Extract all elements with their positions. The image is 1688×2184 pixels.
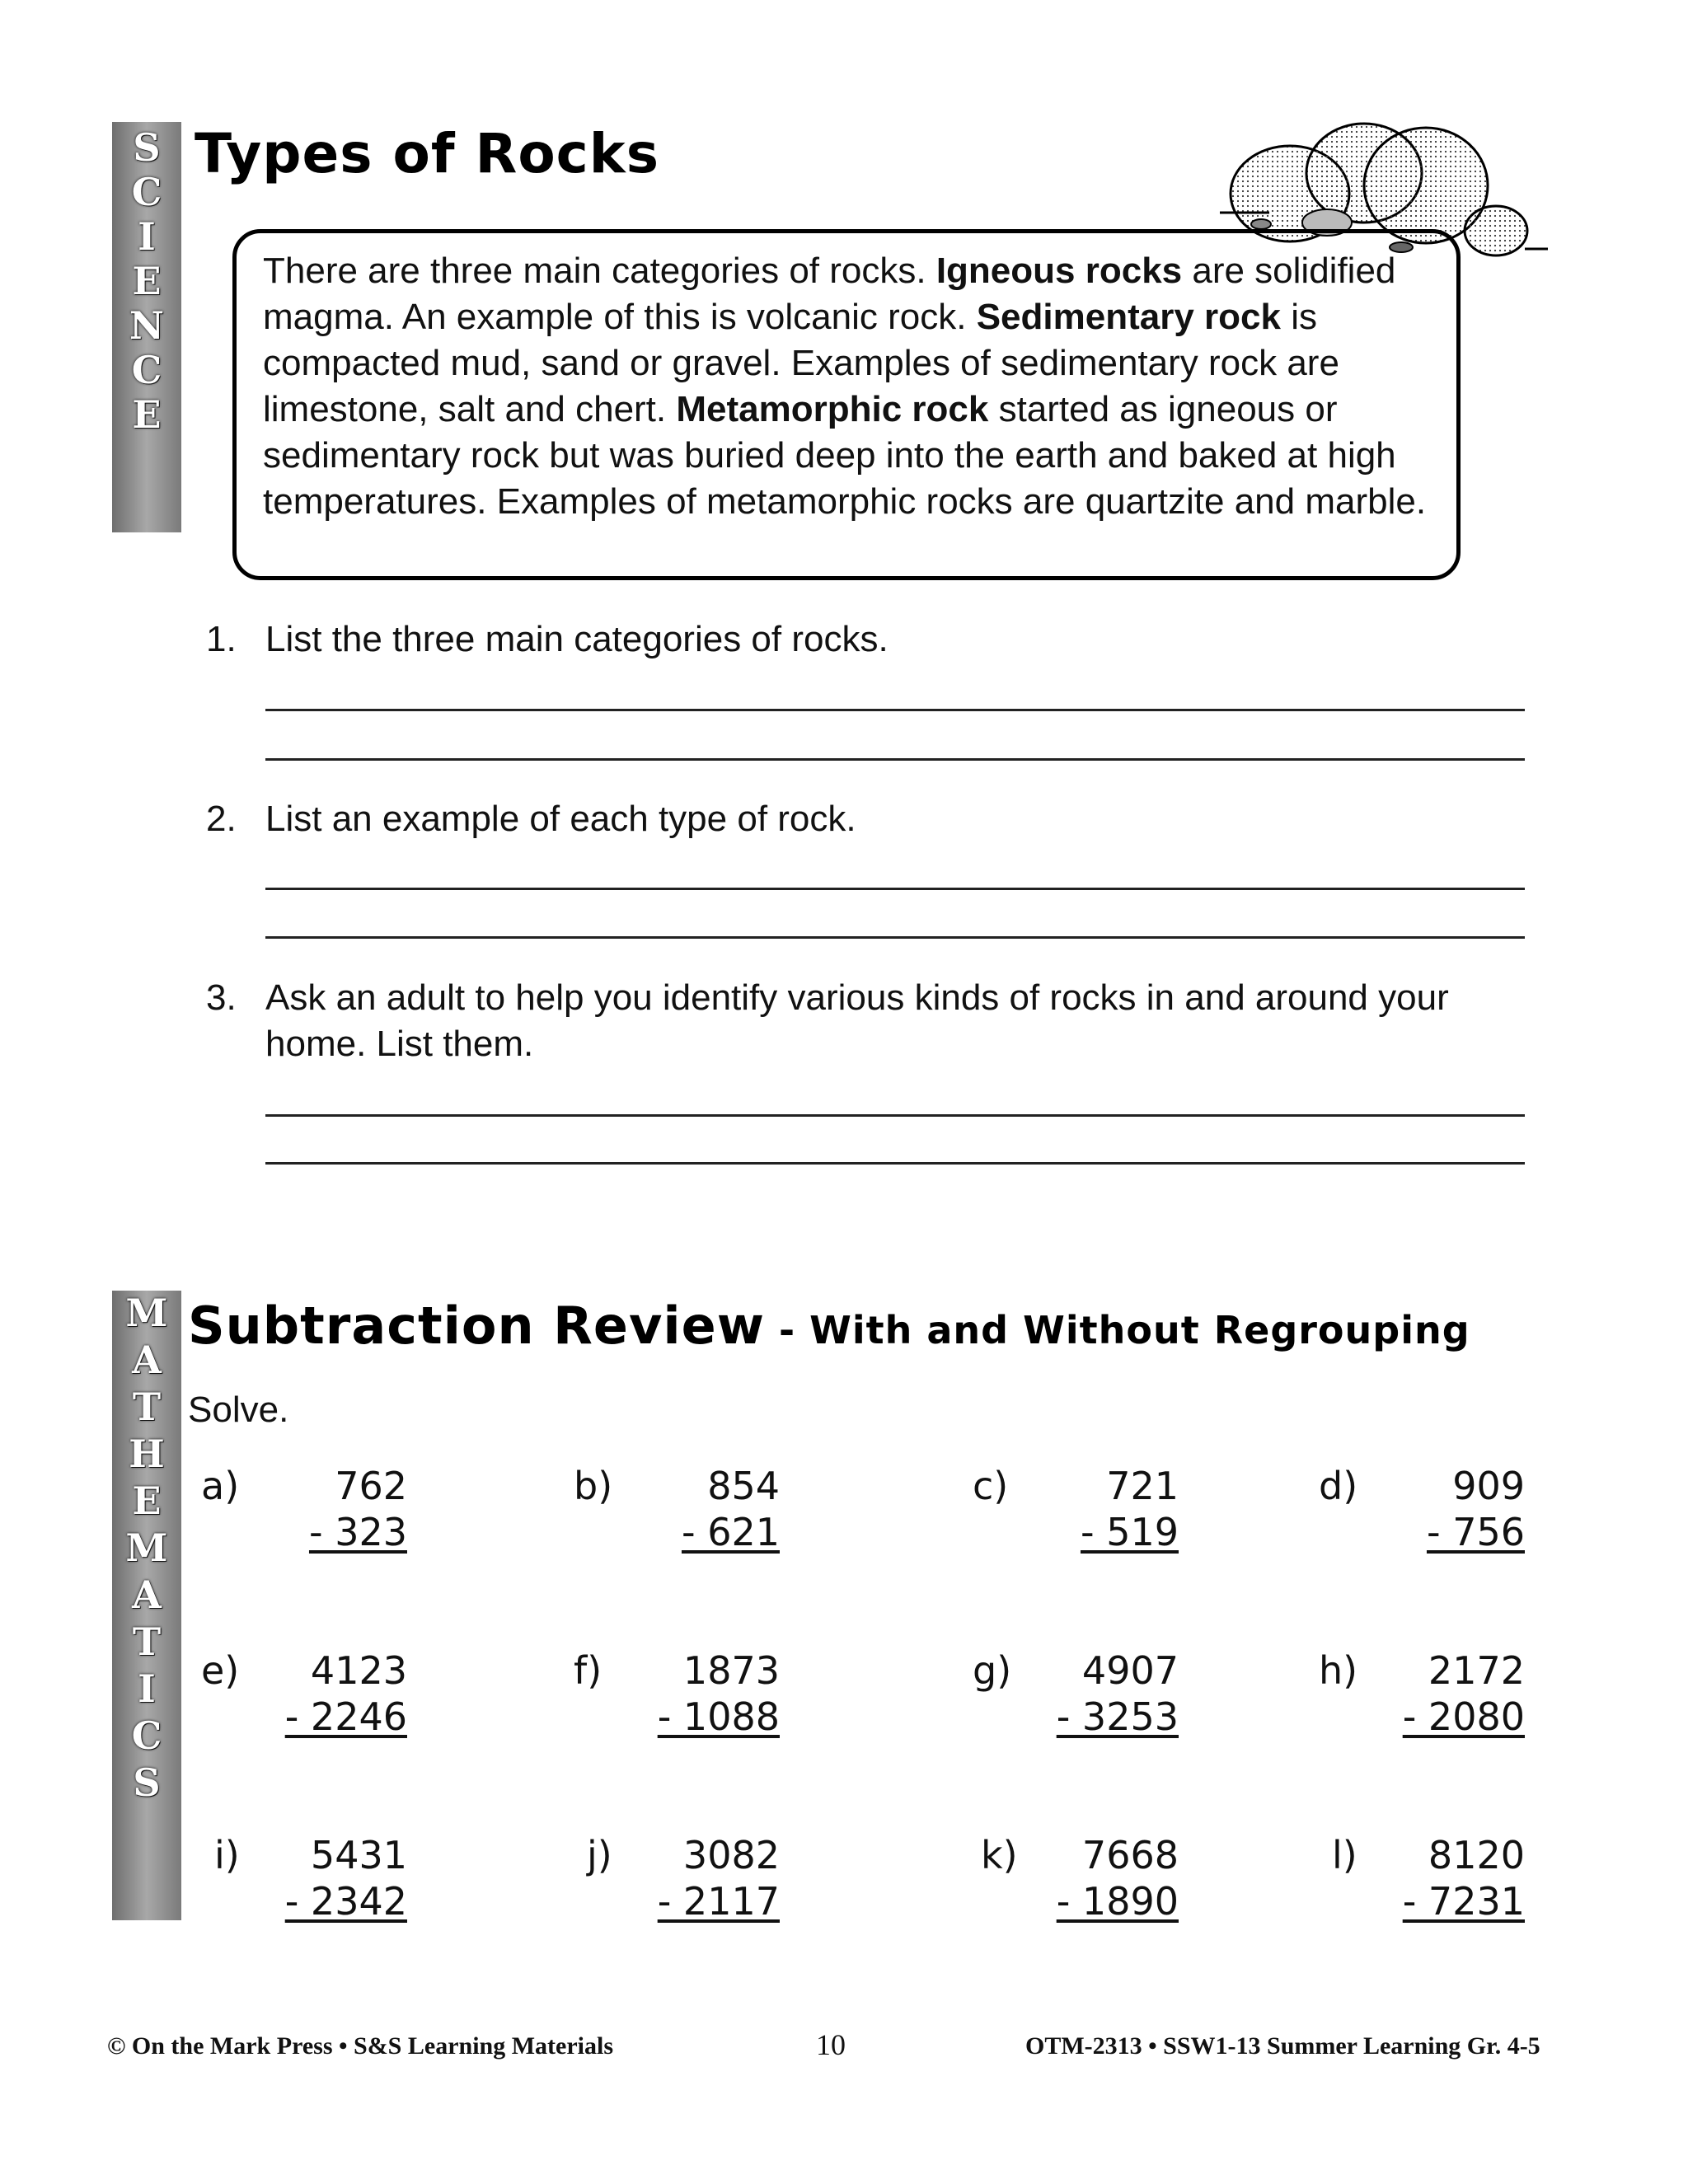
minuend: 4907 (1081, 1648, 1179, 1693)
subtrahend: - 621 (681, 1510, 780, 1554)
science-tab-letter: S (133, 125, 161, 170)
question-3 (206, 975, 1525, 1067)
minuend: 5431 (310, 1833, 407, 1877)
minuend: 3082 (682, 1833, 780, 1877)
math-tab-letter: E (132, 1479, 162, 1523)
question-number: 3. (206, 977, 237, 1018)
problem-i (214, 1833, 407, 1932)
problem-k (981, 1833, 1179, 1932)
math-tab-letter: A (132, 1338, 162, 1382)
math-tab-letter: T (132, 1619, 162, 1664)
info-text-segment: There are three main categories of rocks. (263, 251, 936, 291)
footer-publisher: © On the Mark Press • S&S Learning Materials (107, 2032, 613, 2060)
problem-a (201, 1464, 407, 1563)
problem-label: d) (1319, 1464, 1358, 1508)
problem-label: k) (981, 1833, 1018, 1877)
math-tab-letter: I (138, 1666, 156, 1711)
answer-line[interactable] (265, 1114, 1525, 1117)
answer-line[interactable] (265, 888, 1525, 890)
subtrahend: - 7231 (1402, 1879, 1525, 1924)
problem-label: g) (973, 1648, 1012, 1693)
mathematics-side-tab (112, 1291, 181, 1920)
math-tab-letter: C (131, 1713, 162, 1758)
minuend: 909 (1452, 1464, 1525, 1508)
question-number: 2. (206, 799, 237, 839)
problem-label: j) (587, 1833, 612, 1877)
info-text-segment: is compacted mud, sand or gravel. Examples of sedimentary rock are limestone, salt and chert. (263, 297, 1339, 429)
subtrahend: - 519 (1080, 1510, 1179, 1554)
subtraction-title-main: Subtraction Review (188, 1296, 765, 1356)
problem-label: a) (201, 1464, 240, 1508)
subtraction-title-sub: - With and Without Regrouping (764, 1308, 1470, 1352)
math-tab-letter: A (132, 1572, 162, 1617)
subtrahend: - 2080 (1402, 1694, 1525, 1739)
problem-label: h) (1319, 1648, 1358, 1693)
info-text-segment: started as igneous or sedimentary rock but was buried deep into the earth and baked at high temperatures. Examples of metamorphic rocks are quartzite and marble. (263, 389, 1427, 522)
science-tab-letter: I (138, 214, 156, 259)
problem-label: c) (973, 1464, 1009, 1508)
science-tab-letter: E (132, 259, 162, 303)
answer-line[interactable] (265, 936, 1525, 939)
math-tab-letter: S (133, 1760, 161, 1805)
problem-b (574, 1464, 780, 1563)
problem-l (1332, 1833, 1525, 1932)
problem-h (1319, 1648, 1525, 1747)
problem-g (973, 1648, 1179, 1747)
math-tab-letter: M (125, 1291, 168, 1335)
sedimentary-term: Sedimentary rock (976, 297, 1281, 337)
minuend: 762 (335, 1464, 407, 1508)
subtrahend: - 323 (308, 1510, 407, 1554)
math-tab-letter: H (129, 1432, 165, 1476)
question-number: 1. (206, 619, 237, 659)
problem-label: l) (1332, 1833, 1357, 1877)
science-tab-letter: E (132, 392, 162, 437)
minuend: 1873 (682, 1648, 780, 1693)
question-text: List an example of each type of rock. (265, 799, 856, 839)
subtrahend: - 3253 (1056, 1694, 1179, 1739)
science-tab-letter: N (129, 303, 165, 348)
math-tab-letter: M (125, 1526, 168, 1570)
answer-line[interactable] (265, 709, 1525, 711)
minuend: 854 (707, 1464, 780, 1508)
minuend: 8120 (1428, 1833, 1525, 1877)
question-text: Ask an adult to help you identify various kinds of rocks in and around your home. List them. (265, 977, 1449, 1064)
subtrahend: - 1088 (657, 1694, 780, 1739)
problem-label: i) (214, 1833, 240, 1877)
minuend: 7668 (1081, 1833, 1179, 1877)
question-1 (206, 616, 1525, 663)
question-2 (206, 796, 1525, 842)
solve-instruction: Solve. (188, 1390, 289, 1430)
science-tab-letter: C (131, 170, 162, 214)
problem-d (1319, 1464, 1525, 1563)
answer-line[interactable] (265, 1162, 1525, 1165)
question-text: List the three main categories of rocks. (265, 619, 889, 659)
problem-f (574, 1648, 780, 1747)
subtrahend: - 2117 (657, 1879, 780, 1924)
science-side-tab (112, 122, 181, 532)
minuend: 721 (1106, 1464, 1179, 1508)
igneous-term: Igneous rocks (935, 251, 1183, 291)
answer-line[interactable] (265, 758, 1525, 761)
rocks-section-title: Types of Rocks (195, 122, 659, 185)
problem-label: f) (574, 1648, 603, 1693)
rocks-info-box (232, 229, 1461, 580)
problem-label: e) (201, 1648, 240, 1693)
problem-c (973, 1464, 1179, 1563)
subtraction-section-title (188, 1296, 1470, 1356)
problem-label: b) (574, 1464, 613, 1508)
subtrahend: - 2342 (284, 1879, 407, 1924)
problem-e (201, 1648, 407, 1747)
rocks-info-text (263, 248, 1437, 525)
science-tab-letter: C (131, 348, 162, 392)
subtrahend: - 1890 (1056, 1879, 1179, 1924)
math-tab-letter: T (132, 1385, 162, 1429)
footer-page-number: 10 (816, 2028, 846, 2061)
footer-product-code: OTM-2313 • SSW1-13 Summer Learning Gr. 4-5 (1025, 2032, 1540, 2060)
minuend: 4123 (310, 1648, 407, 1693)
subtrahend: - 2246 (284, 1694, 407, 1739)
minuend: 2172 (1428, 1648, 1525, 1693)
metamorphic-term: Metamorphic rock (676, 389, 989, 429)
subtrahend: - 756 (1426, 1510, 1525, 1554)
problem-j (587, 1833, 780, 1932)
info-text-segment: are solidified magma. An example of this is volcanic rock. (263, 251, 1396, 337)
